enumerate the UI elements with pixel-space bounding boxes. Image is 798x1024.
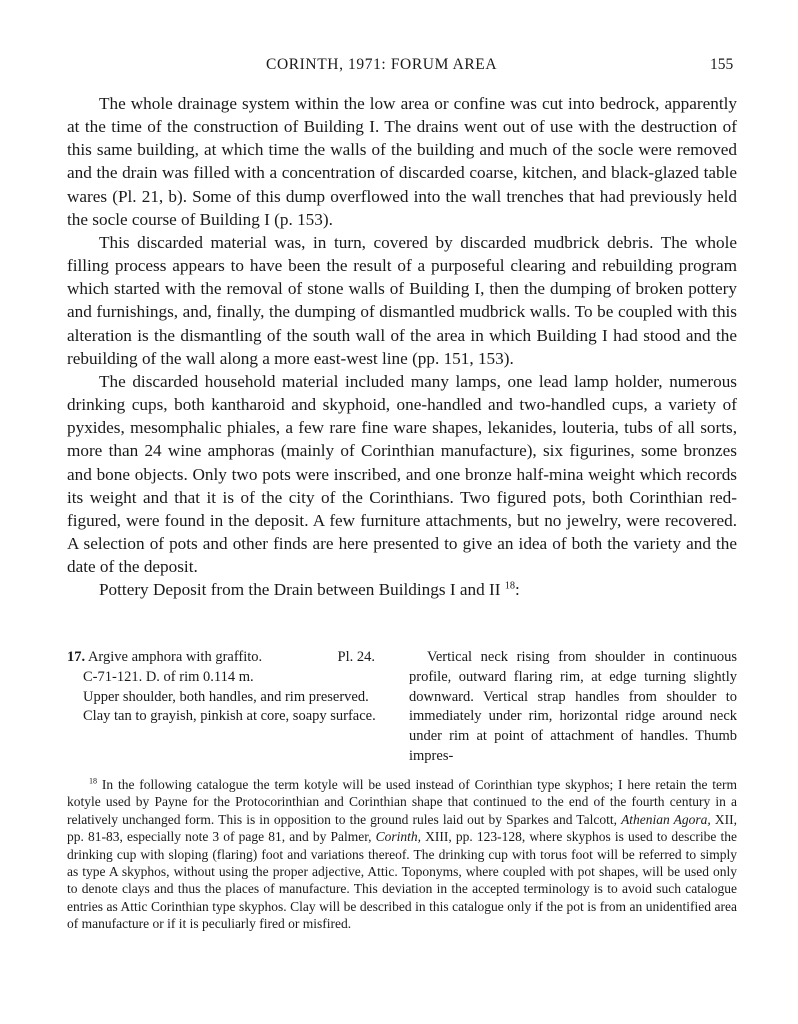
footnote-text-3: XIII, pp. 123-128, where skyphos is used to describe the drinking cup with sloping (flaring) foot and variations thereof. The drinking cup with torus foot will be referred to simply as type A skyphos, without using the proper adjective, Attic. Toponyms, where coupled with pot shapes, will be used only to denote clays and thus the places of manufacture. This deviation in the accepted terminology is to avoid such catalogue entries as Attic Corinthian type skyphos. Clay will be described in this catalogue only if the pot is from an unidentified area of manufacture or if it is peculiarly fired or misfired. bbox=[67, 829, 738, 932]
entry-inventory: C-71-121. D. of rim 0.114 m. bbox=[83, 668, 254, 685]
entry-heading bbox=[67, 648, 385, 668]
entry-number: 17. bbox=[67, 649, 86, 665]
footnote-ref: 18 bbox=[504, 580, 516, 592]
entry-title: Argive amphora with graffito. bbox=[87, 649, 263, 665]
footnote-work-agora: Athenian Agora, bbox=[621, 811, 711, 827]
entry-plate: Pl. 24. bbox=[337, 649, 375, 665]
footnote-text-1: In the following catalogue the term kotyle will be used instead of Corinthian type skyphos; I here retain the term kotyle used by Payne for the Protocorinthian and Corinthian shape that continued to the end of the fourth century in a relatively unchanged form. This is in opposition to the ground rules laid out by Sparkes and Talcott, bbox=[67, 777, 738, 827]
footnote-18 bbox=[67, 776, 737, 933]
footnote-work-corinth: Corinth, bbox=[375, 829, 422, 845]
deposit-heading-colon: : bbox=[515, 580, 520, 600]
paragraph-drainage: The whole drainage system within the low area or confine was cut into bedrock, apparently at the time of the construction of Building I. The drains went out of use with the destruction of this same building, at which time the walls of the building and much of the socle were removed and the drain was filled with a concentration of discarded coarse, kitchen, and black-glazed table wares (Pl. 21, b). Some of this dump overflowed into the wall trenches that had previously held the socle course of Building I (p. 153). bbox=[67, 94, 737, 229]
entry-title-line bbox=[67, 648, 262, 668]
entry-clay: Clay tan to grayish, pinkish at core, soapy surface. bbox=[83, 708, 376, 725]
entry-description: Vertical neck rising from shoulder in continuous profile, outward flaring rim, at edge turning slightly downward. Vertical strap handles from shoulder to immediately under rim, horizontal ridge around neck under rim at point of attachment of handles. Thumb impres- bbox=[409, 649, 737, 764]
page-header bbox=[0, 56, 798, 78]
entry-preservation: Upper shoulder, both handles, and rim preserved. bbox=[83, 688, 369, 705]
footnote-text-2: XII, pp. 81-83, especially note 3 of page 81, and by Palmer, bbox=[67, 811, 737, 845]
running-title: CORINTH, 1971: FORUM AREA bbox=[266, 56, 498, 73]
deposit-heading bbox=[67, 578, 737, 601]
deposit-heading-text: Pottery Deposit from the Drain between Buildings I and II bbox=[99, 580, 501, 600]
footnote-number: 18 bbox=[89, 776, 98, 786]
paragraph-mudbrick: This discarded material was, in turn, covered by discarded mudbrick debris. The whole filling process appears to have been the result of a purposeful clearing and rebuilding program which started with the removal of stone walls of Building I, then the dumping of broken pottery and furnishings, and, finally, the dumping of dismantled mudbrick walls. To be coupled with this alteration is the dismantling of the south wall of the area in which Building I had stood and the rebuilding of the wall along a more east-west line (pp. 151, 153). bbox=[67, 232, 737, 368]
body-text bbox=[67, 92, 737, 601]
catalogue-entry-17 bbox=[67, 648, 385, 727]
paragraph-household: The discarded household material included many lamps, one lead lamp holder, numerous drinking cups, both kantharoid and skyphoid, one-handled and two-handled cups, a variety of pyxides, mesomphalic phiales, a few rare fine ware shapes, lekanides, louteria, tubs of all sorts, more than 24 wine amphoras (mainly of Corinthian manufacture), six figurines, some bronzes and bone objects. Only two pots were inscribed, and one bronze half-mina weight which records its weight and that it is of the city of the Corinthians. Two figured pots, both Corinthian red-figured, were found in the deposit. A few furniture attachments, but no jewelry, were recovered. A selection of pots and other finds are here presented to give an idea of both the variety and the date of the deposit. bbox=[67, 371, 737, 577]
page-number: 155 bbox=[710, 56, 734, 73]
